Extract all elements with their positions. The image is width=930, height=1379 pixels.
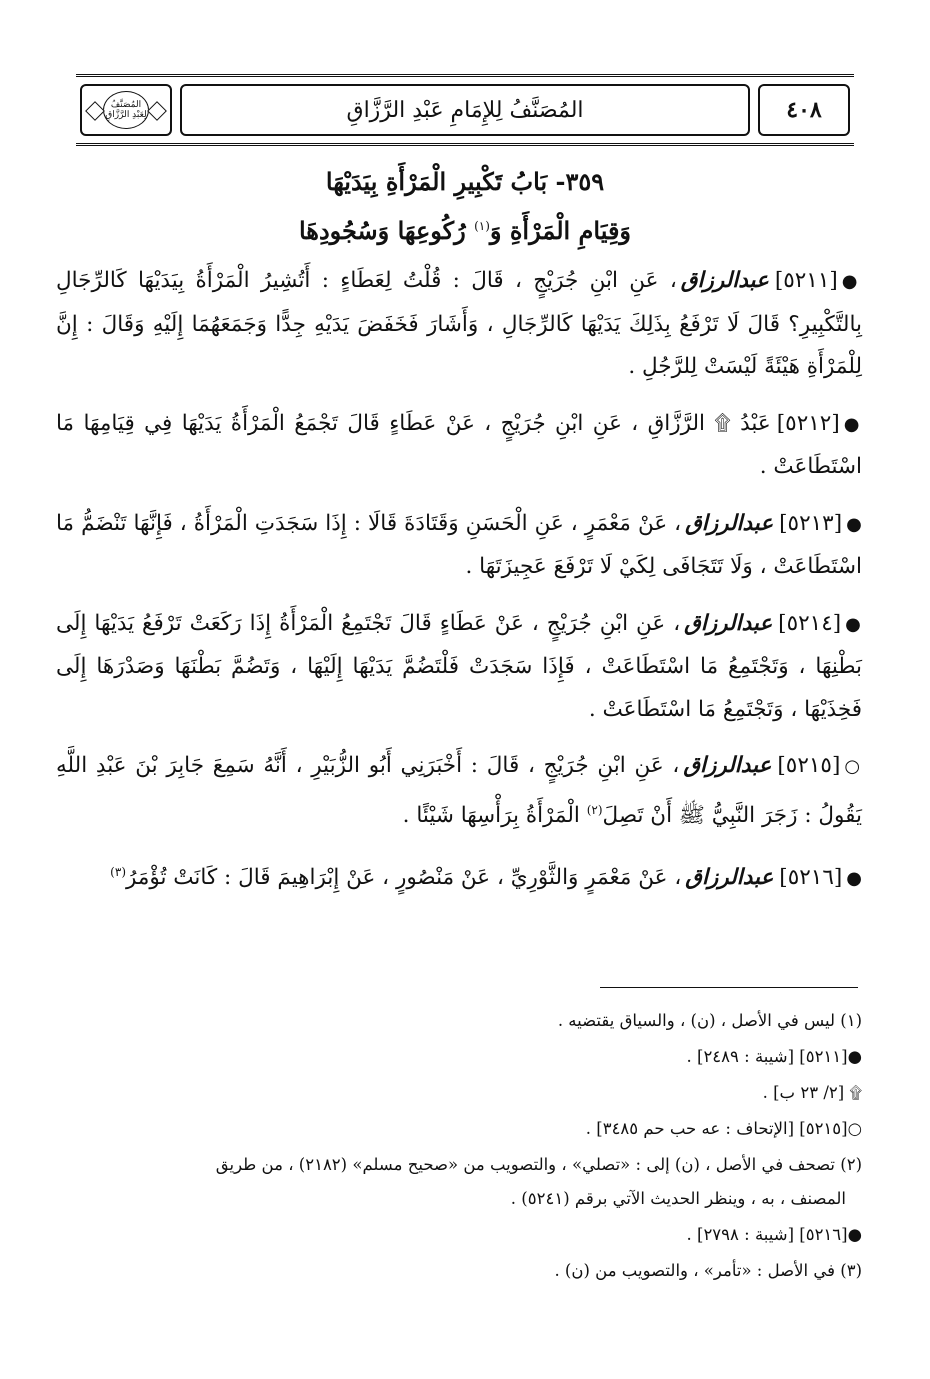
ornament-icon [147, 101, 167, 121]
hadith-number: [٥٢١١] [774, 268, 838, 293]
footnote: (١) ليس في الأصل ، (ن) ، والسياق يقتضيه . [557, 1011, 862, 1030]
footnote: ۩ [٢/ ٢٣ ب] . [762, 1083, 862, 1102]
hadith-marker: ● [846, 868, 862, 890]
hadith-marker: ○ [844, 756, 862, 777]
hadith-5213 [56, 503, 862, 589]
hadith-5214 [56, 603, 862, 732]
hadith-text: ، عَنِ ابْنِ جُرَيْجٍ ، عَنْ عَطَاءٍ قَالَ تَجْتَمِعُ الْمَرْأَةُ إِذَا رَكَعَتْ تَرْفَعُ يَدَيْهَا إِلَى بَطْنِهَا ، وَتَجْتَمِعُ مَا اسْتَطَاعَتْ ، فَإِذَا سَجَدَتْ فَلْتَضُمَّ يَدَيْهَا إِلَيْهَا ، وَتَضُمَّ بَطْنَهَا وَصَدْرَهَا إِلَى فَخِذَيْهَا ، وَتَجْتَمِعُ مَا اسْتَطَاعَتْ . [56, 610, 862, 722]
chapter-title-line1: ٣٥٩- بَابُ تَكْبِيرِ الْمَرْأَةِ بِيَدَيْهَا [325, 167, 605, 196]
hadith-text: ، عَنْ مَعْمَرٍ ، عَنِ الْحَسَنِ وَقَتَادَةَ قَالَا : إِذَا سَجَدَتِ الْمَرْأَةُ ، فَإِنَّهَا تَنْضَمُّ مَا اسْتَطَاعَتْ ، وَلَا تَتَجَافَى لِكَيْ لَا تَرْفَعَ عَجِيزَتَهَا . [56, 510, 862, 579]
hadith-number: [٥٢١٦] [779, 865, 843, 891]
hadith-number: [٥٢١٣] [779, 510, 843, 536]
footnote-ref: (٣) [110, 865, 126, 880]
hadith-5211 [56, 260, 862, 389]
hadith-list [56, 260, 862, 915]
hadith-5215 [56, 745, 862, 837]
hadith-author: عبدالرزاق [684, 610, 773, 636]
hadith-marker: ● [843, 413, 862, 435]
footnote: (٢) تصحف في الأصل ، (ن) إلى : «تصلي» ، والتصويب من «صحيح مسلم» (٢١٨٢) ، من طريق [215, 1155, 862, 1174]
hadith-marker: ● [841, 271, 862, 292]
book-emblem [80, 84, 172, 136]
hadith-text-continued: الْمَرْأَةُ بِرَأْسِهَا شَيْئًا . [402, 802, 587, 828]
hadith-5216 [56, 851, 862, 901]
footnote-continued: المصنف ، به ، وينظر الحديث الآتي برقم (٥٢٤١) . [510, 1189, 846, 1208]
footnote: ○[٥٢١٥] [الإتحاف : عه حب حم ٣٤٨٥] . [585, 1119, 862, 1138]
hadith-5212 [56, 403, 862, 489]
page-header [76, 74, 854, 146]
footnote-block [56, 1148, 862, 1216]
footnotes [56, 1004, 862, 1290]
hadith-author: عبدالرزاق [680, 268, 769, 293]
hadith-author: عبدالرزاق [685, 510, 774, 536]
footnote-ref: (٢) [586, 802, 603, 817]
hadith-text: ، عَنْ مَعْمَرٍ وَالثَّوْرِيِّ ، عَنْ مَنْصُورٍ ، عَنْ إِبْرَاهِيمَ قَالَ : كَانَتْ تُؤْمَرُ [126, 865, 682, 891]
hadith-marker: ● [845, 613, 862, 635]
hadith-text: ، عَنِ ابْنِ جُرَيْجٍ ، قَالَ : أَخْبَرَنِي أَبُو الزُّبَيْرِ ، أَنَّهُ سَمِعَ جَابِرَ بْنَ عَبْدِ اللَّهِ يَقُولُ : زَجَرَ النَّبِيُّ ﷺ أَنْ تَصِلَ [56, 753, 862, 828]
hadith-text: عَبْدُ ۩ الرَّزَّاقِ ، عَنِ ابْنِ جُرَيْجٍ ، عَنْ عَطَاءٍ قَالَ تَجْمَعُ الْمَرْأَةُ يَدَيْهَا فِي قِيَامِهَا مَا اسْتَطَاعَتْ . [56, 410, 862, 479]
book-title: المُصَنَّفُ لِلإِمَامِ عَبْدِ الرَّزَّاقِ [180, 84, 750, 136]
hadith-author: عبدالرزاق [683, 753, 772, 778]
chapter-title-line2 [100, 206, 830, 251]
hadith-marker: ● [846, 513, 862, 535]
chapter-line2-part-a: وَقِيَامِ الْمَرْأَةِ وَ [489, 216, 632, 245]
chapter-line2-part-b: رُكُوعِهَا وَسُجُودِهَا [298, 216, 475, 245]
footnote: ●[٥٢١١] [شيبة : ٢٤٨٩] . [686, 1047, 862, 1066]
page-number: ٤٠٨ [758, 84, 850, 136]
footnote: (٣) في الأصل : «تأمر» ، والتصويب من (ن) . [554, 1261, 862, 1280]
hadith-number: [٥٢١٤] [778, 610, 842, 636]
footnote-divider [600, 987, 858, 988]
hadith-author: عبدالرزاق [685, 865, 774, 891]
hadith-text: ، عَنِ ابْنِ جُرَيْجٍ ، قَالَ : قُلْتُ لِعَطَاءٍ : أَتُشِيرُ الْمَرْأَةُ بِيَدَيْهَا كَالرِّجَالِ بِالتَّكْبِيرِ؟ قَالَ لَا تَرْفَعُ بِذَلِكَ يَدَيْهَا كَالرِّجَالِ ، وَأَشَارَ فَخَفَضَ يَدَيْهِ جِدًّا وَجَمَعَهُمَا إِلَيْهِ وَقَالَ : إِنَّ لِلْمَرْأَةِ هَيْئَةً لَيْسَتْ لِلرَّجُلِ . [56, 268, 862, 379]
emblem-text: المُصَنَّفُ لِعَبْدِ الرَّزَّاقِ [103, 91, 149, 129]
hadith-number: [٥٢١٢] [776, 410, 840, 436]
footnote: ●[٥٢١٦] [شيبة : ٢٧٩٨] . [686, 1225, 862, 1244]
ornament-icon [85, 101, 105, 121]
footnote-ref: (١) [474, 219, 490, 233]
hadith-number: [٥٢١٥] [777, 753, 841, 778]
